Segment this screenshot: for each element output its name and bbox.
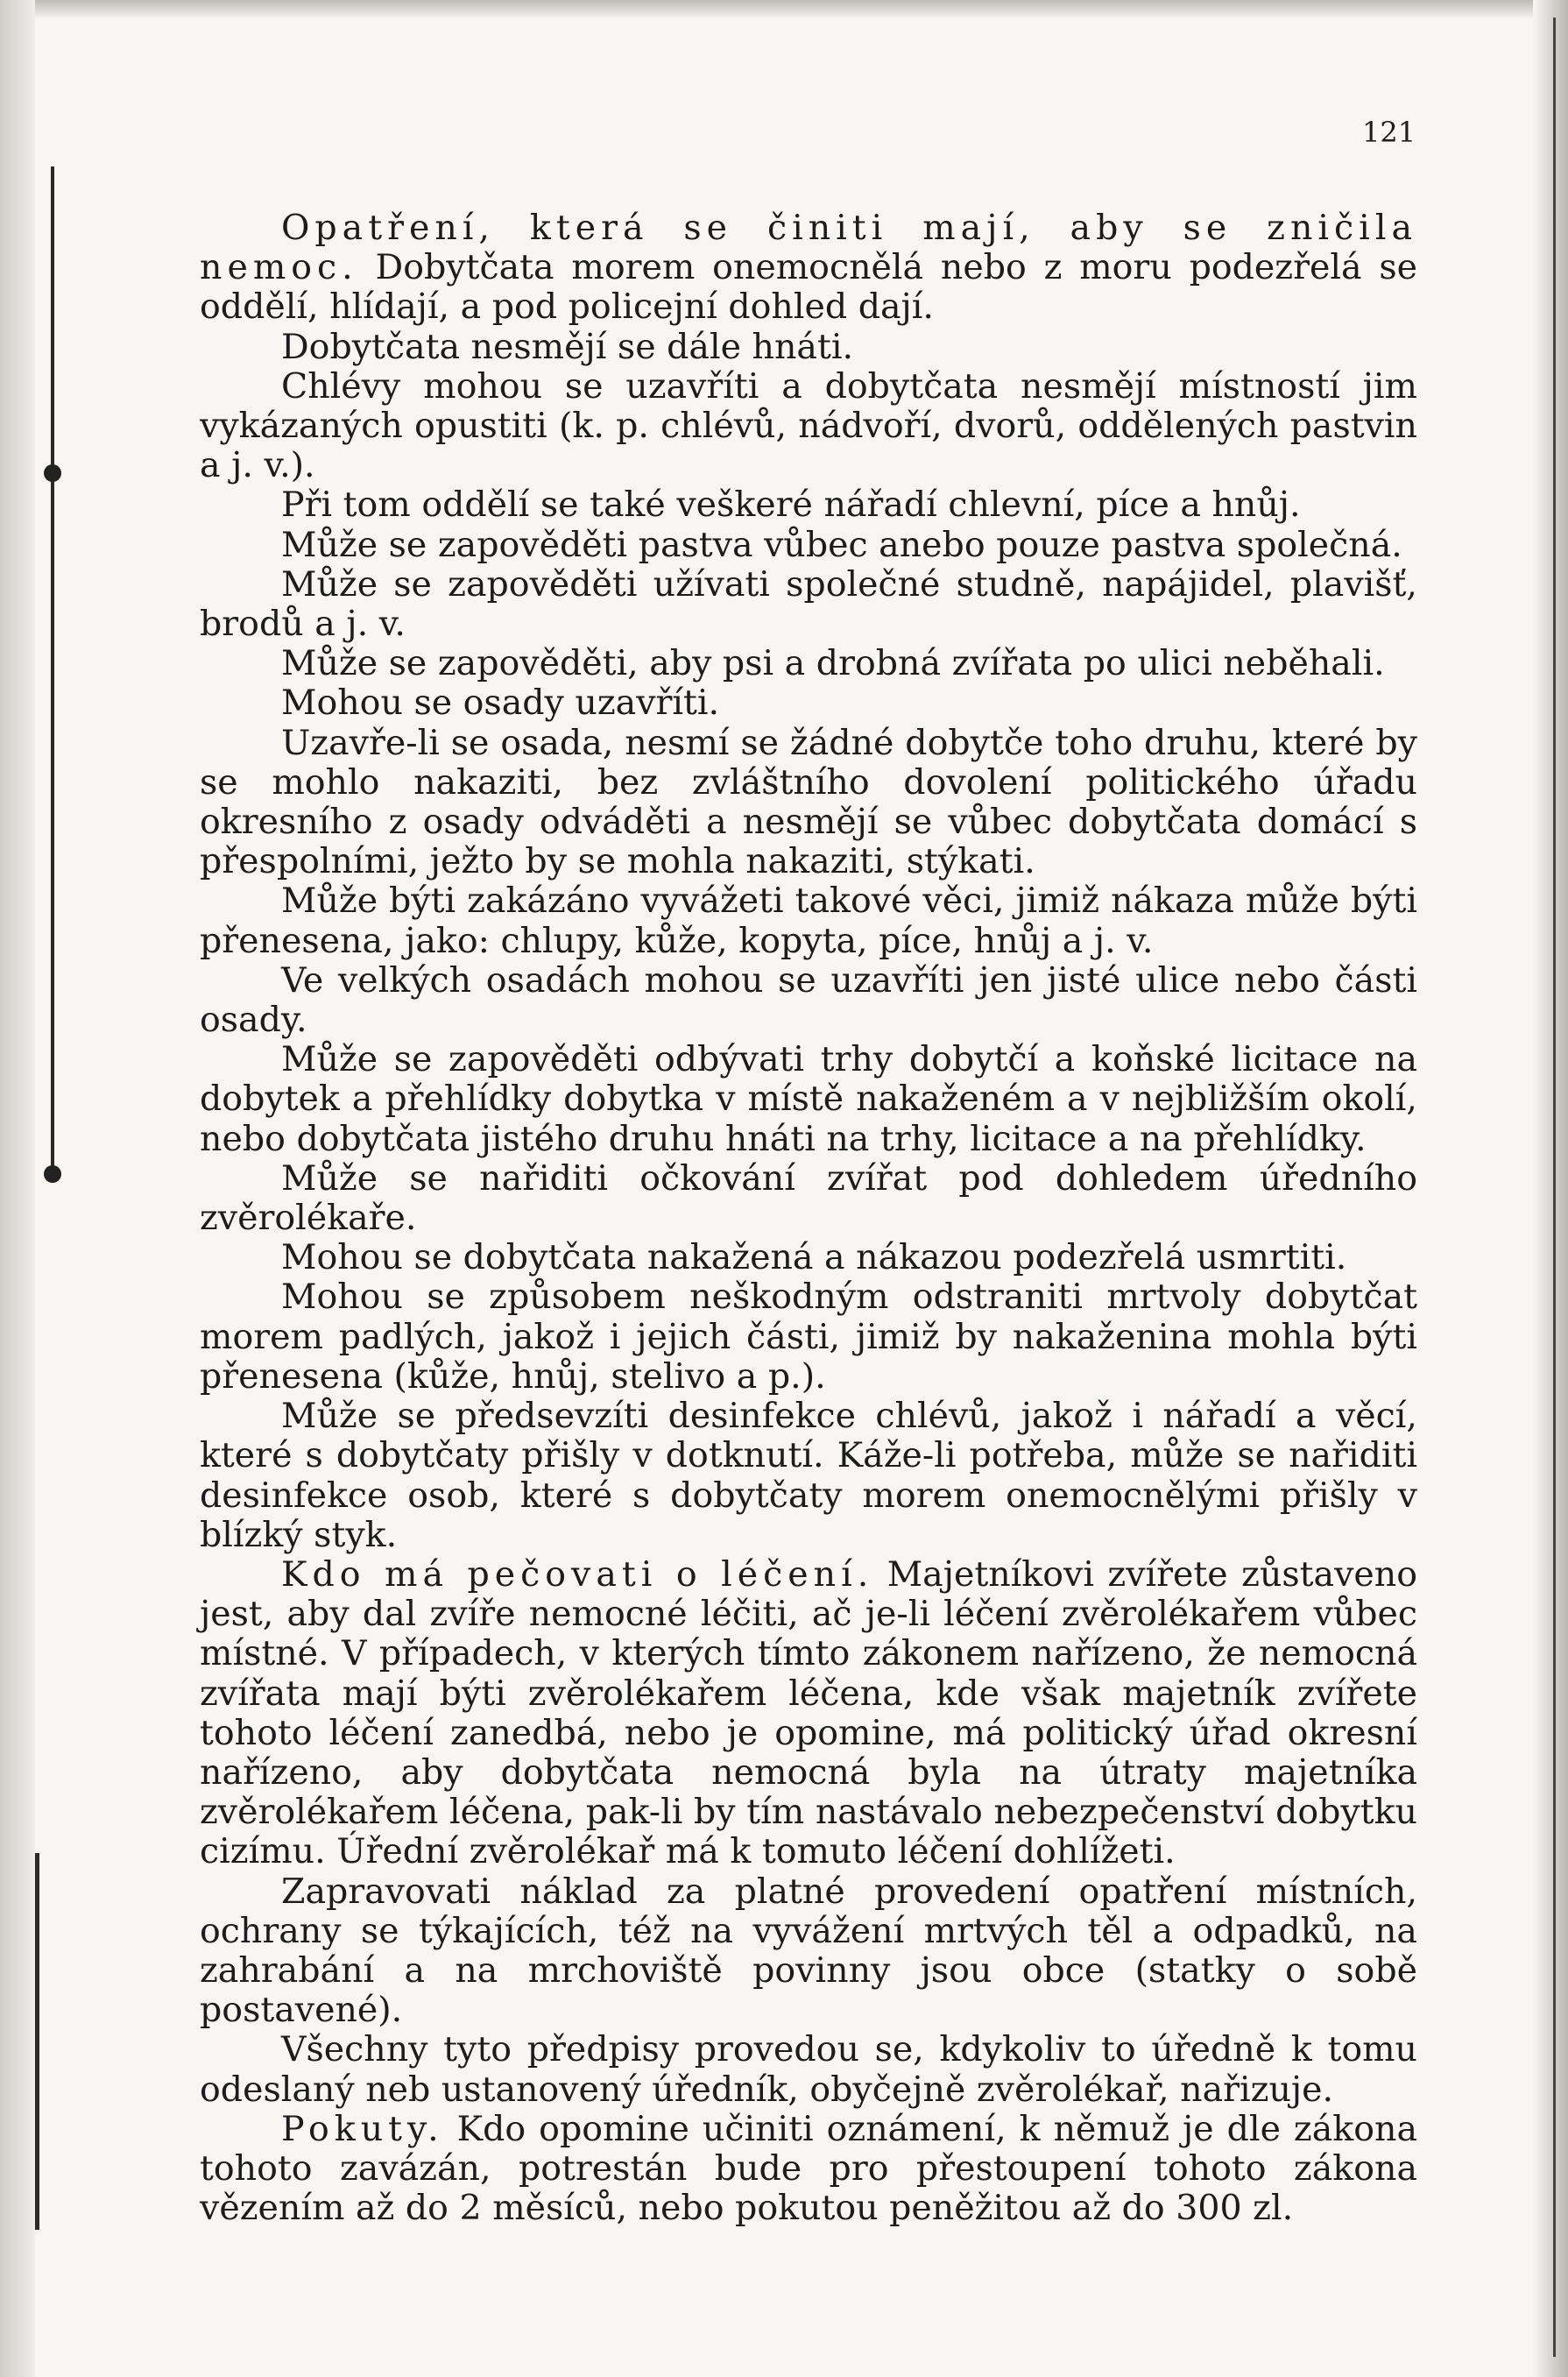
paragraph xyxy=(200,1238,1417,1277)
paragraph-text: Může se zapověděti pastva vůbec anebo pouze pastva společná. xyxy=(281,524,1402,565)
paragraph-heading: Kdo má pečovati o léčení. xyxy=(281,1553,874,1595)
paragraph-text: Může se předsevzíti desinfekce chlévů, jakož i nářadí a věcí, které s dobytčaty přišly v dotknutí. Káže-li potřeba, může se nařiditi desinfekce osob, které s dobytčaty morem onemocnělými přišly v blízký styk. xyxy=(200,1396,1417,1555)
page-top-edge xyxy=(35,0,1533,19)
paragraph xyxy=(200,1159,1417,1238)
paragraph xyxy=(200,881,1417,960)
paragraph xyxy=(200,1397,1417,1555)
paragraph xyxy=(200,1277,1417,1397)
paragraph xyxy=(200,1555,1417,1872)
paragraph xyxy=(200,485,1417,525)
paragraph xyxy=(200,2030,1417,2109)
binding-knot xyxy=(44,1165,61,1183)
paragraph xyxy=(200,367,1417,486)
paragraph xyxy=(200,2110,1417,2229)
paragraph-text: Všechny tyto předpisy provedou se, kdykoliv to úředně k tomu odeslaný neb ustanovený úředník, obyčejně zvěrolékař, nařizuje. xyxy=(200,2029,1417,2110)
binding-gutter xyxy=(0,0,35,2377)
paragraph-text: Může se zapověděti užívati společné studně, napájidel, plavišť, brodů a j. v. xyxy=(200,563,1417,645)
paragraph xyxy=(200,565,1417,644)
binding-knot xyxy=(44,464,61,482)
paragraph-text: Zapravovati náklad za platné provedení opatření místních, ochrany se týkajících, též na vyvážení mrtvých těl a odpadků, na zahrabání a na mrchoviště povinny jsou obce (statky o sobě postavené). xyxy=(200,1871,1417,2031)
paragraph xyxy=(200,644,1417,683)
paragraph-text: Může se zapověděti odbývati trhy dobytčí a koňské licitace na dobytek a přehlídky dobytka v místě nakaženém a v nejbližším okolí, nebo dobytčata jistého druhu hnáti na trhy, licitace a na přehlídky. xyxy=(200,1039,1417,1159)
paragraph-text: Majetníkovi zvířete zůstaveno jest, aby dal zvíře nemocné léčiti, ač je-li léčení zvěrolékařem vůbec místné. V případech, v kterých tímto zákonem nařízeno, že nemocná zvířata mají býti zvěrolékařem léčena, kde však majetník zvířete tohoto léčení zanedbá, nebo je opomine, má politický úřad okresní nařízeno, aby dobytčata nemocná byla na útraty majetníka zvěrolékařem léčena, pak-li by tím nastávalo nebezpečenství dobytku cizímu. Úřední zvěrolékař má k tomuto léčení dohlížeti. xyxy=(200,1553,1417,1872)
paragraph-text: Kdo opomine učiniti oznámení, k němuž je dle zákona tohoto zavázán, potrestán bude pro přestoupení tohoto zákona vězením až do 2 měsíců, nebo pokutou peněžitou až do 300 zl. xyxy=(200,2108,1417,2229)
paragraph-text: Dobytčata nesmějí se dále hnáti. xyxy=(281,326,854,367)
page-right-rule xyxy=(1553,18,1556,2357)
paragraph-text: Může se nařiditi očkování zvířat pod dohledem úředního zvěrolékaře. xyxy=(200,1157,1417,1239)
paragraph xyxy=(200,683,1417,723)
page-right-edge xyxy=(1533,0,1568,2377)
paragraph-text: Mohou se způsobem neškodným odstraniti mrtvoly dobytčat morem padlých, jakož i jejich části, jimiž by nakaženina mohla býti přenesena (kůže, hnůj, stelivo a p.). xyxy=(200,1277,1417,1397)
paragraph xyxy=(200,724,1417,882)
binding-thread xyxy=(51,166,54,1183)
binding-thread-lower xyxy=(35,1853,39,2230)
paragraph-text: Ve velkých osadách mohou se uzavříti jen jisté ulice nebo části osady. xyxy=(200,959,1417,1041)
paragraph-text: Mohou se osady uzavříti. xyxy=(281,683,720,724)
paragraph xyxy=(200,1872,1417,2031)
paragraph-heading: Pokuty. xyxy=(281,2108,444,2149)
paragraph-text: Chlévy mohou se uzavříti a dobytčata nesmějí místností jim vykázaných opustiti (k. p. chlévů, nádvoří, dvorů, oddělených pastvin a j. v.). xyxy=(200,365,1417,486)
page-number: 121 xyxy=(1362,116,1416,149)
paragraph-text: Dobytčata morem onemocnělá nebo z moru podezřelá se oddělí, hlídají, a pod policejní dohled dají. xyxy=(200,247,1417,328)
paragraph-text: Při tom oddělí se také veškeré nářadí chlevní, píce a hnůj. xyxy=(281,485,1301,526)
paragraph xyxy=(200,328,1417,367)
paragraph-text: Může se zapověděti, aby psi a drobná zvířata po ulici neběhali. xyxy=(281,643,1385,684)
body-text xyxy=(200,209,1417,2228)
paragraph-heading: Opatření, která se činiti mají, aby se zničila nemoc. xyxy=(200,208,1417,288)
paragraph xyxy=(200,526,1417,565)
paragraph-text: Uzavře-li se osada, nesmí se žádné dobytče toho druhu, které by se mohlo nakaziti, bez zvláštního dovolení politického úřadu okresního z osady odváděti a nesmějí se vůbec dobytčata domácí s přespolními, ježto by se mohla nakaziti, stýkati. xyxy=(200,722,1417,882)
paragraph-text: Může býti zakázáno vyvážeti takové věci, jimiž nákaza může býti přenesena, jako: chlupy, kůže, kopyta, píce, hnůj a j. v. xyxy=(200,881,1417,961)
paragraph xyxy=(200,1040,1417,1159)
paragraph-text: Mohou se dobytčata nakažená a nákazou podezřelá usmrtiti. xyxy=(281,1237,1347,1278)
paragraph xyxy=(200,209,1417,328)
paragraph xyxy=(200,961,1417,1040)
